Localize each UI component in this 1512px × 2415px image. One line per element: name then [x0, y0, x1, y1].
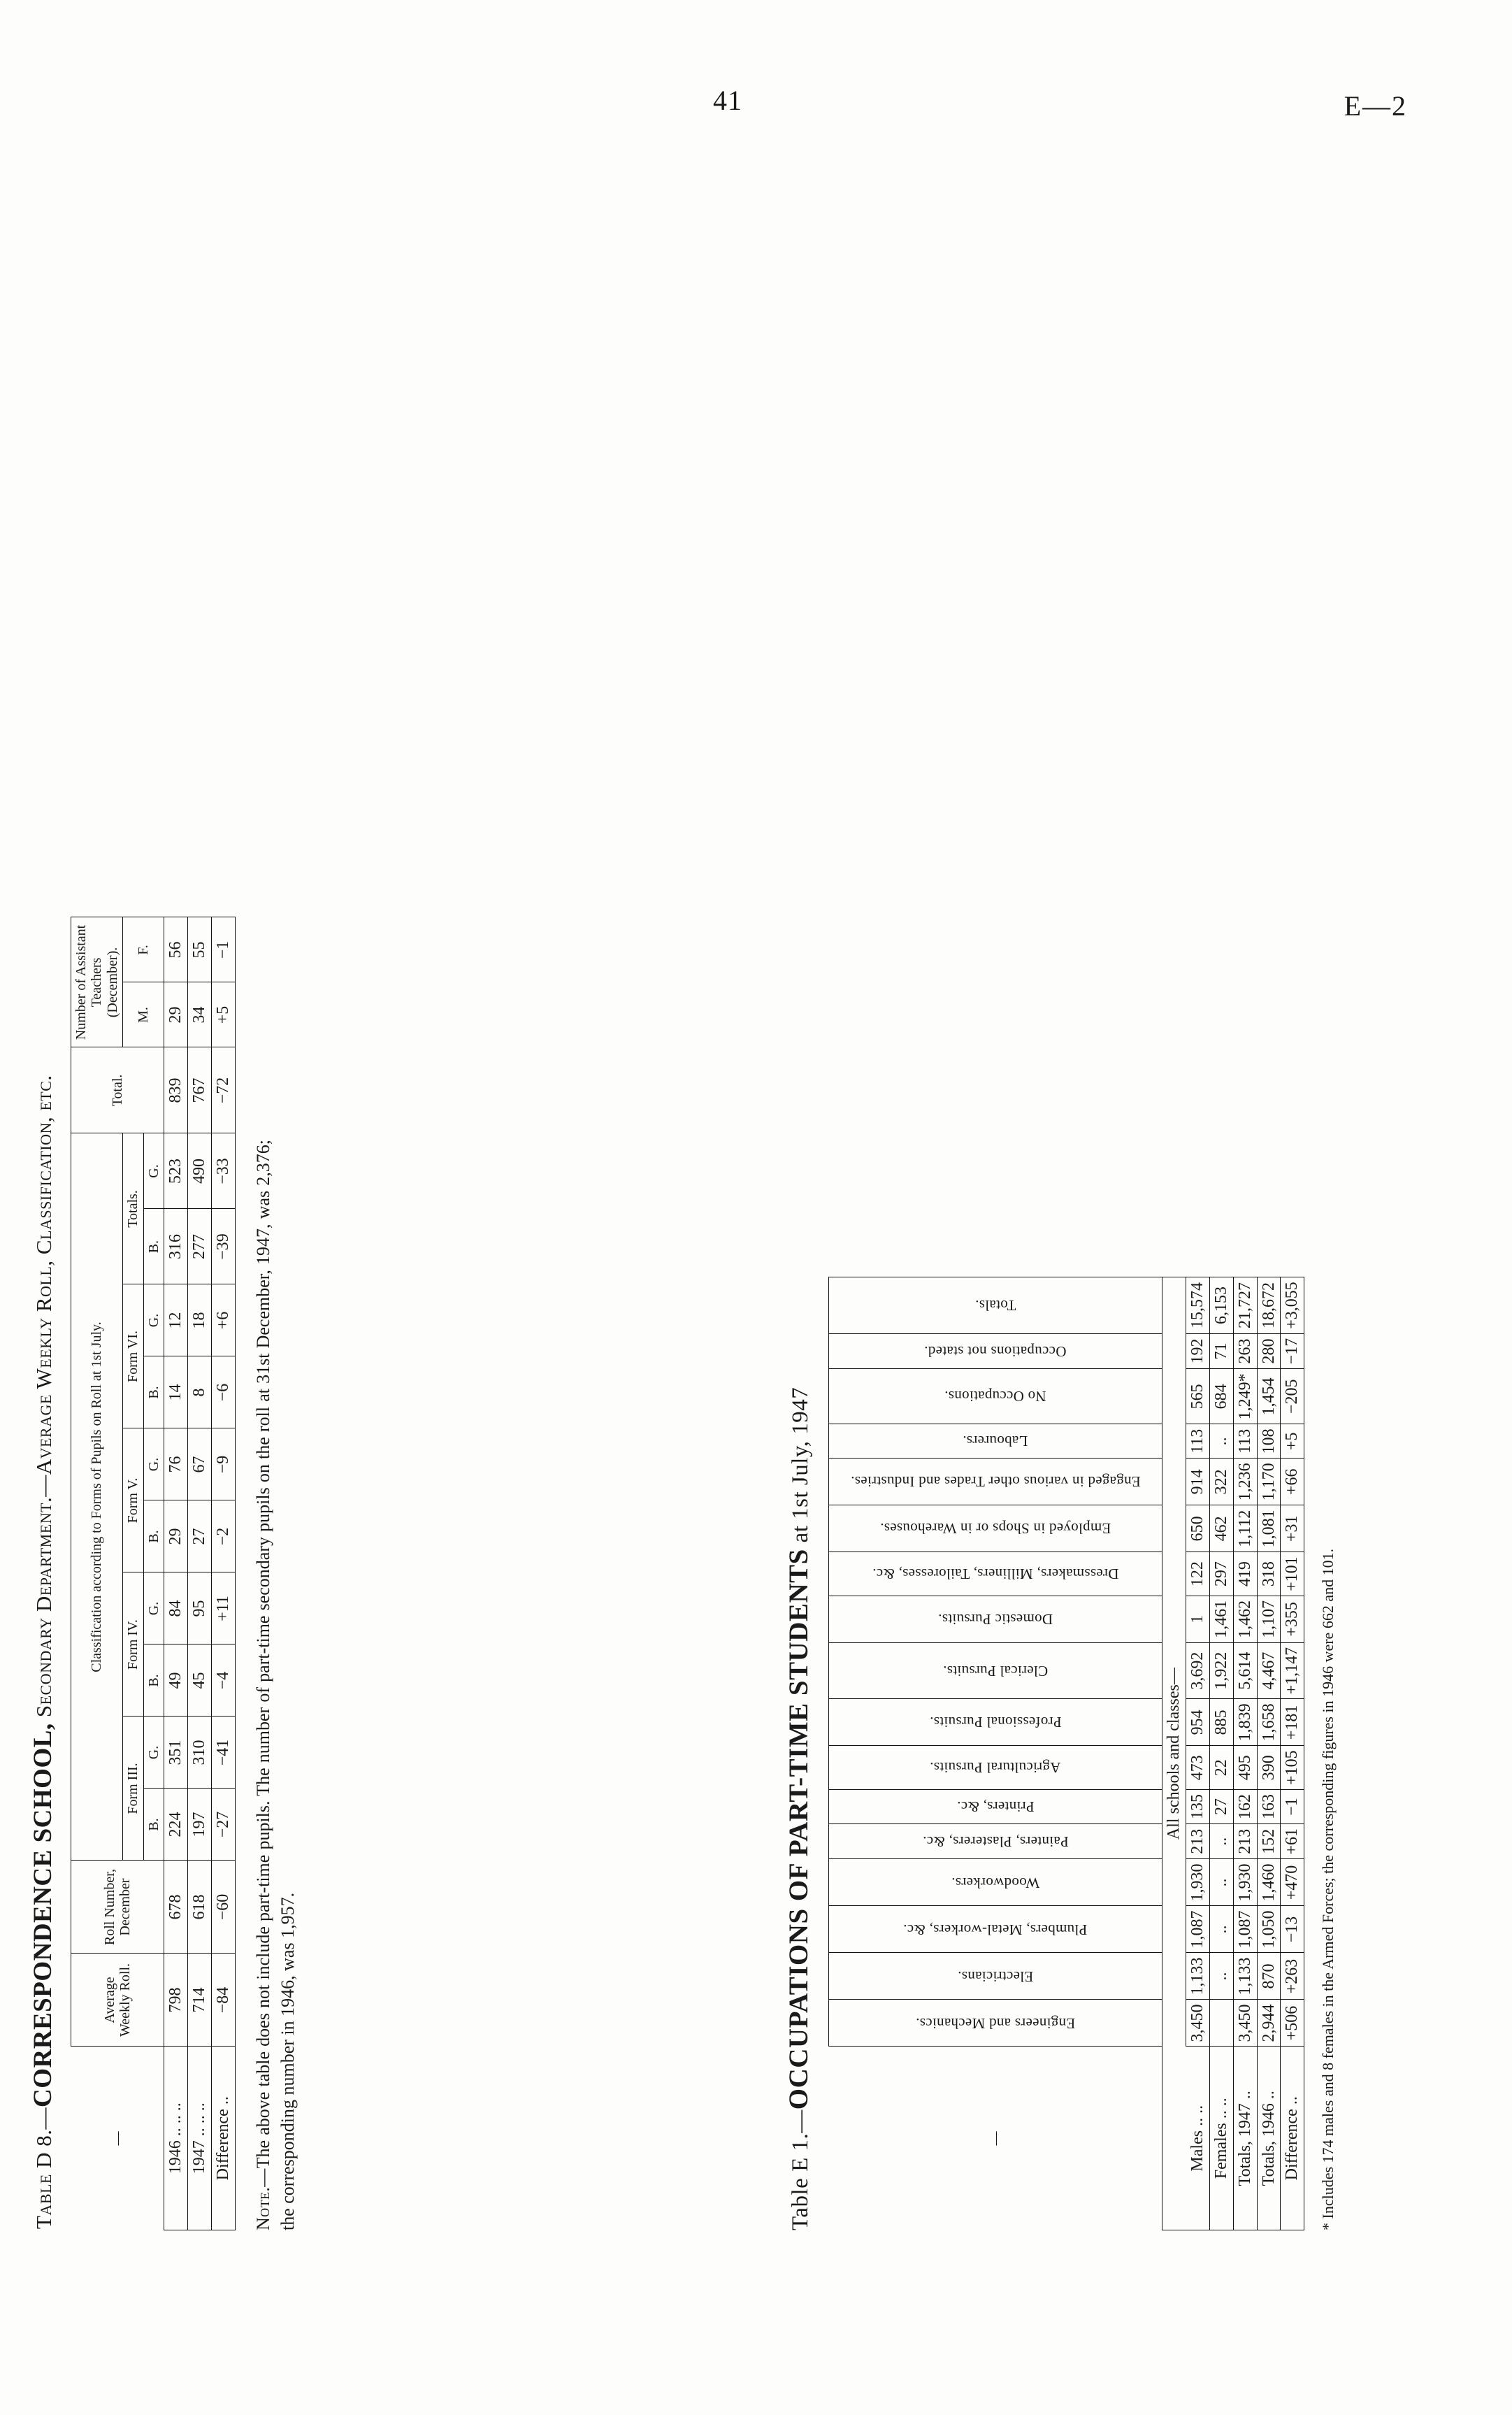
e1-females-labourers: .. — [1209, 1424, 1233, 1459]
d8-1946-form-vi-g: 12 — [164, 1284, 187, 1356]
e1-difference-not-stated: −17 — [1281, 1333, 1304, 1369]
e1-totals1947-agricultural: 495 — [1233, 1746, 1257, 1790]
e1-males-clerical: 3,692 — [1186, 1642, 1209, 1699]
d8-1946-form-iii-b: 224 — [164, 1789, 187, 1861]
d8-1946-form-iv-g: 84 — [164, 1572, 187, 1644]
e1-females-engineers-mechanics — [1209, 2000, 1233, 2047]
d8-1946-form-iv-b: 49 — [164, 1644, 187, 1717]
e1-row-label-males: Males .. .. — [1186, 2047, 1209, 2230]
e1-difference-agricultural: +105 — [1281, 1746, 1304, 1790]
e1-totals1946-electricians: 870 — [1257, 1953, 1281, 2000]
d8-difference-totals-g: −33 — [211, 1133, 235, 1209]
table-d8-note-lead: Note.— — [252, 2168, 273, 2230]
d8-difference-form-vi-g: +6 — [211, 1284, 235, 1356]
e1-header-painters-plasterers: Painters, Plasterers, &c. — [829, 1823, 1162, 1859]
d8-header-form-iii: Form III. — [123, 1717, 143, 1861]
d8-difference-teachers-f: −1 — [211, 917, 235, 982]
e1-totals1947-no-occupations: 1,249* — [1233, 1369, 1257, 1424]
e1-difference-printers: −1 — [1281, 1789, 1304, 1823]
table-e1-title-rest: at 1st July, 1947 — [788, 1386, 813, 1543]
d8-1947-form-iii-b: 197 — [187, 1789, 211, 1861]
e1-difference-professional: +181 — [1281, 1699, 1304, 1746]
page-number: 41 — [713, 85, 742, 116]
e1-males-labourers: 113 — [1186, 1424, 1209, 1459]
e1-males-agricultural: 473 — [1186, 1746, 1209, 1790]
d8-header-form-iv-b: B. — [143, 1644, 164, 1717]
e1-males-electricians: 1,133 — [1186, 1953, 1209, 2000]
d8-1946-form-iii-g: 351 — [164, 1717, 187, 1789]
table-row — [1281, 1277, 1304, 2230]
e1-header-clerical-pursuits: Clerical Pursuits. — [829, 1642, 1162, 1699]
e1-females-agricultural: 22 — [1209, 1746, 1233, 1790]
d8-header-form-iv: Form IV. — [123, 1572, 143, 1717]
e1-difference-dressmakers: +101 — [1281, 1552, 1304, 1596]
d8-1947-form-iv-b: 45 — [187, 1644, 211, 1717]
e1-totals1946-other-trades: 1,170 — [1257, 1459, 1281, 1505]
d8-header-total: Total. — [71, 1047, 164, 1133]
d8-header-form-iii-b: B. — [143, 1789, 164, 1861]
e1-females-electricians: .. — [1209, 1953, 1233, 2000]
e1-males-professional: 954 — [1186, 1699, 1209, 1746]
d8-difference-teachers-m: +5 — [211, 982, 235, 1047]
d8-1946-average-weekly-roll: 798 — [164, 1954, 187, 2047]
d8-1947-total: 767 — [187, 1047, 211, 1133]
d8-difference-form-iv-g: +11 — [211, 1572, 235, 1644]
d8-header-average-weekly-roll: Average Weekly Roll. — [71, 1954, 164, 2047]
d8-1947-roll-number-december: 618 — [187, 1861, 211, 1954]
e1-females-other-trades: 322 — [1209, 1459, 1233, 1505]
d8-1946-roll-number-december: 678 — [164, 1861, 187, 1954]
d8-difference-totals-b: −39 — [211, 1209, 235, 1284]
e1-females-not-stated: 71 — [1209, 1333, 1233, 1369]
table-d8-title-prefix: Table D 8.— — [31, 2107, 56, 2229]
d8-difference-roll-number-december: −60 — [211, 1861, 235, 1954]
e1-difference-woodworkers: +470 — [1281, 1859, 1304, 1906]
e1-females-no-occupations: 684 — [1209, 1369, 1233, 1424]
e1-females-shops-warehouses: 462 — [1209, 1505, 1233, 1552]
e1-totals1947-shops-warehouses: 1,112 — [1233, 1505, 1257, 1552]
d8-header-teachers-f: F. — [123, 917, 164, 982]
d8-header-form-iv-g: G. — [143, 1572, 164, 1644]
e1-totals1946-woodworkers: 1,460 — [1257, 1859, 1281, 1906]
e1-difference-plumbers-metalworkers: −13 — [1281, 1906, 1304, 1953]
d8-1946-totals-g: 523 — [164, 1133, 187, 1209]
e1-totals1946-totals: 18,672 — [1257, 1277, 1281, 1334]
d8-1947-form-v-g: 67 — [187, 1428, 211, 1500]
e1-totals1946-not-stated: 280 — [1257, 1333, 1281, 1369]
e1-header-printers: Printers, &c. — [829, 1789, 1162, 1823]
table-d8-note-text: The above table does not include part-time pupils. The number of part-time secondary pupils on the roll at 31st December, 1947, was 2,376; the corresponding number in 1946, was 1,957. — [252, 1140, 298, 2230]
d8-1946-total: 839 — [164, 1047, 187, 1133]
e1-males-dressmakers: 122 — [1186, 1552, 1209, 1596]
e1-header-electricians: Electricians. — [829, 1953, 1162, 2000]
e1-difference-clerical: +1,147 — [1281, 1642, 1304, 1699]
e1-header-dressmakers-milliners: Dressmakers, Milliners, Tailoresses, &c. — [829, 1552, 1162, 1596]
e1-header-no-occupations: No Occupations. — [829, 1369, 1162, 1424]
e1-stub-header: — — [987, 2131, 1003, 2146]
table-row — [187, 917, 211, 2230]
d8-header-form-v-g: G. — [143, 1428, 164, 1500]
e1-difference-painters-plasterers: +61 — [1281, 1823, 1304, 1859]
e1-males-woodworkers: 1,930 — [1186, 1859, 1209, 1906]
e1-females-painters-plasterers: .. — [1209, 1823, 1233, 1859]
e1-females-totals: 6,153 — [1209, 1277, 1233, 1334]
d8-header-totals: Totals. — [123, 1133, 143, 1284]
d8-difference-form-v-g: −9 — [211, 1428, 235, 1500]
d8-row-label-1947: 1947 .. .. .. — [187, 2047, 211, 2230]
e1-males-plumbers-metalworkers: 1,087 — [1186, 1906, 1209, 1953]
d8-header-form-v: Form V. — [123, 1428, 143, 1572]
e1-totals1947-plumbers-metalworkers: 1,087 — [1233, 1906, 1257, 1953]
e1-males-printers: 135 — [1186, 1789, 1209, 1823]
table-e1-block — [783, 161, 1412, 2230]
e1-totals1947-professional: 1,839 — [1233, 1699, 1257, 1746]
table-row — [164, 917, 187, 2230]
d8-1947-form-v-b: 27 — [187, 1500, 211, 1572]
e1-header-shops-warehouses: Employed in Shops or in Warehouses. — [829, 1505, 1162, 1552]
e1-difference-totals: +3,055 — [1281, 1277, 1304, 1334]
d8-header-form-vi: Form VI. — [123, 1284, 143, 1428]
e1-totals1946-dressmakers: 318 — [1257, 1552, 1281, 1596]
e1-totals1947-dressmakers: 419 — [1233, 1552, 1257, 1596]
e1-females-domestic: 1,461 — [1209, 1596, 1233, 1642]
table-d8-note — [251, 1140, 300, 2230]
table-row — [1162, 1277, 1186, 2230]
d8-1947-form-vi-b: 8 — [187, 1356, 211, 1428]
e1-difference-engineers-mechanics: +506 — [1281, 2000, 1304, 2047]
e1-difference-no-occupations: −205 — [1281, 1369, 1304, 1424]
e1-totals1947-printers: 162 — [1233, 1789, 1257, 1823]
d8-1946-form-vi-b: 14 — [164, 1356, 187, 1428]
d8-1947-form-iii-g: 310 — [187, 1717, 211, 1789]
d8-1947-form-vi-g: 18 — [187, 1284, 211, 1356]
e1-totals1946-domestic: 1,107 — [1257, 1596, 1281, 1642]
e1-difference-shops-warehouses: +31 — [1281, 1505, 1304, 1552]
e1-females-plumbers-metalworkers: .. — [1209, 1906, 1233, 1953]
table-row — [1186, 1277, 1209, 2230]
d8-header-form-v-b: B. — [143, 1500, 164, 1572]
d8-1946-teachers-f: 56 — [164, 917, 187, 982]
e1-difference-electricians: +263 — [1281, 1953, 1304, 2000]
table-e1-footnote: * Includes 174 males and 8 females in the Armed Forces; the corresponding figures in 1946 were 662 and 101. — [1319, 1548, 1337, 2230]
page-code: E—2 — [1344, 90, 1407, 122]
d8-1946-form-v-g: 76 — [164, 1428, 187, 1500]
d8-difference-total: −72 — [211, 1047, 235, 1133]
table-row — [1257, 1277, 1281, 2230]
e1-totals1947-engineers-mechanics: 3,450 — [1233, 2000, 1257, 2047]
e1-males-totals: 15,574 — [1186, 1277, 1209, 1334]
e1-totals1947-clerical: 5,614 — [1233, 1642, 1257, 1699]
e1-header-totals: Totals. — [829, 1277, 1162, 1334]
table-d8-title — [28, 161, 58, 2229]
d8-1947-teachers-m: 34 — [187, 982, 211, 1047]
d8-1946-totals-b: 316 — [164, 1209, 187, 1284]
d8-difference-form-v-b: −2 — [211, 1500, 235, 1572]
table-row — [1233, 1277, 1257, 2230]
e1-totals1946-labourers: 108 — [1257, 1424, 1281, 1459]
d8-header-teachers-m: M. — [123, 982, 164, 1047]
e1-totals1947-painters-plasterers: 213 — [1233, 1823, 1257, 1859]
e1-difference-domestic: +355 — [1281, 1596, 1304, 1642]
e1-totals1947-not-stated: 263 — [1233, 1333, 1257, 1369]
e1-row-label-totals-1947: Totals, 1947 .. — [1233, 2047, 1257, 2230]
e1-males-other-trades: 914 — [1186, 1459, 1209, 1505]
d8-header-form-vi-b: B. — [143, 1356, 164, 1428]
e1-totals1947-labourers: 113 — [1233, 1424, 1257, 1459]
table-e1-title-main: OCCUPATIONS OF PART-TIME STUDENTS — [784, 1549, 814, 2110]
e1-males-shops-warehouses: 650 — [1186, 1505, 1209, 1552]
table-d8-title-rest: Secondary Department.—Average Weekly Roll, Classification, etc. — [31, 1075, 56, 1718]
table-e1-title — [783, 161, 814, 2230]
table-row — [1209, 1277, 1233, 2230]
e1-header-woodworkers: Woodworkers. — [829, 1859, 1162, 1906]
e1-females-clerical: 1,922 — [1209, 1642, 1233, 1699]
e1-totals1947-totals: 21,727 — [1233, 1277, 1257, 1334]
e1-females-woodworkers: .. — [1209, 1859, 1233, 1906]
e1-females-dressmakers: 297 — [1209, 1552, 1233, 1596]
table-row — [71, 917, 123, 2230]
e1-totals1947-woodworkers: 1,930 — [1233, 1859, 1257, 1906]
e1-header-engineers-mechanics: Engineers and Mechanics. — [829, 2000, 1162, 2047]
e1-section-label: All schools and classes— — [1162, 1277, 1186, 2230]
e1-totals1947-domestic: 1,462 — [1233, 1596, 1257, 1642]
d8-difference-form-iv-b: −4 — [211, 1644, 235, 1717]
d8-header-totals-g: G. — [143, 1133, 164, 1209]
d8-1947-totals-g: 490 — [187, 1133, 211, 1209]
d8-1946-form-v-b: 29 — [164, 1500, 187, 1572]
e1-header-professional-pursuits: Professional Pursuits. — [829, 1699, 1162, 1746]
e1-totals1946-professional: 1,658 — [1257, 1699, 1281, 1746]
e1-totals1947-electricians: 1,133 — [1233, 1953, 1257, 2000]
e1-header-plumbers-metalworkers: Plumbers, Metal-workers, &c. — [829, 1906, 1162, 1953]
e1-totals1946-no-occupations: 1,454 — [1257, 1369, 1281, 1424]
e1-females-professional: 885 — [1209, 1699, 1233, 1746]
d8-difference-form-iii-g: −41 — [211, 1717, 235, 1789]
e1-males-engineers-mechanics: 3,450 — [1186, 2000, 1209, 2047]
d8-1947-teachers-f: 55 — [187, 917, 211, 982]
e1-totals1947-other-trades: 1,236 — [1233, 1459, 1257, 1505]
d8-header-totals-b: B. — [143, 1209, 164, 1284]
d8-1947-average-weekly-roll: 714 — [187, 1954, 211, 2047]
d8-row-label-1946: 1946 .. .. .. — [164, 2047, 187, 2230]
d8-header-assistant-teachers: Number of Assistant Teachers (December). — [71, 917, 123, 1047]
e1-row-label-difference: Difference .. — [1281, 2047, 1304, 2230]
e1-row-label-totals-1946: Totals, 1946 .. — [1257, 2047, 1281, 2230]
e1-header-domestic-pursuits: Domestic Pursuits. — [829, 1596, 1162, 1642]
e1-header-agricultural-pursuits: Agricultural Pursuits. — [829, 1746, 1162, 1790]
d8-difference-average-weekly-roll: −84 — [211, 1954, 235, 2047]
e1-totals1946-clerical: 4,467 — [1257, 1642, 1281, 1699]
e1-difference-other-trades: +66 — [1281, 1459, 1304, 1505]
e1-totals1946-painters-plasterers: 152 — [1257, 1823, 1281, 1859]
d8-stub-header: — — [109, 2131, 125, 2146]
e1-males-domestic: 1 — [1186, 1596, 1209, 1642]
e1-totals1946-shops-warehouses: 1,081 — [1257, 1505, 1281, 1552]
d8-1947-form-iv-g: 95 — [187, 1572, 211, 1644]
d8-header-roll-number-december: Roll Number, December — [71, 1861, 164, 1954]
table-e1-title-prefix: Table E 1.— — [788, 2109, 813, 2230]
table-row — [829, 1277, 1162, 2230]
e1-males-painters-plasterers: 213 — [1186, 1823, 1209, 1859]
table-e1 — [828, 1277, 1304, 2230]
table-d8 — [71, 917, 236, 2231]
e1-totals1946-plumbers-metalworkers: 1,050 — [1257, 1906, 1281, 1953]
table-d8-title-main: CORRESPONDENCE SCHOOL, — [29, 1723, 57, 2107]
e1-totals1946-engineers-mechanics: 2,944 — [1257, 2000, 1281, 2047]
d8-difference-form-iii-b: −27 — [211, 1789, 235, 1861]
e1-difference-labourers: +5 — [1281, 1424, 1304, 1459]
table-row — [211, 917, 235, 2230]
e1-males-not-stated: 192 — [1186, 1333, 1209, 1369]
e1-totals1946-agricultural: 390 — [1257, 1746, 1281, 1790]
e1-males-no-occupations: 565 — [1186, 1369, 1209, 1424]
d8-header-form-vi-g: G. — [143, 1284, 164, 1356]
d8-row-label-difference: Difference .. — [211, 2047, 235, 2230]
e1-header-occupations-not-stated: Occupations not stated. — [829, 1333, 1162, 1369]
table-d8-block — [28, 161, 580, 2230]
d8-header-classification-group: Classification according to Forms of Pupils on Roll at 1st July. — [71, 1133, 123, 1861]
e1-totals1946-printers: 163 — [1257, 1789, 1281, 1823]
d8-header-form-iii-g: G. — [143, 1717, 164, 1789]
e1-header-other-trades-industries: Engaged in various other Trades and Industries. — [829, 1459, 1162, 1505]
d8-1947-totals-b: 277 — [187, 1209, 211, 1284]
e1-row-label-females: Females .. .. — [1209, 2047, 1233, 2230]
e1-females-printers: 27 — [1209, 1789, 1233, 1823]
d8-difference-form-vi-b: −6 — [211, 1356, 235, 1428]
d8-1946-teachers-m: 29 — [164, 982, 187, 1047]
e1-header-labourers: Labourers. — [829, 1424, 1162, 1459]
